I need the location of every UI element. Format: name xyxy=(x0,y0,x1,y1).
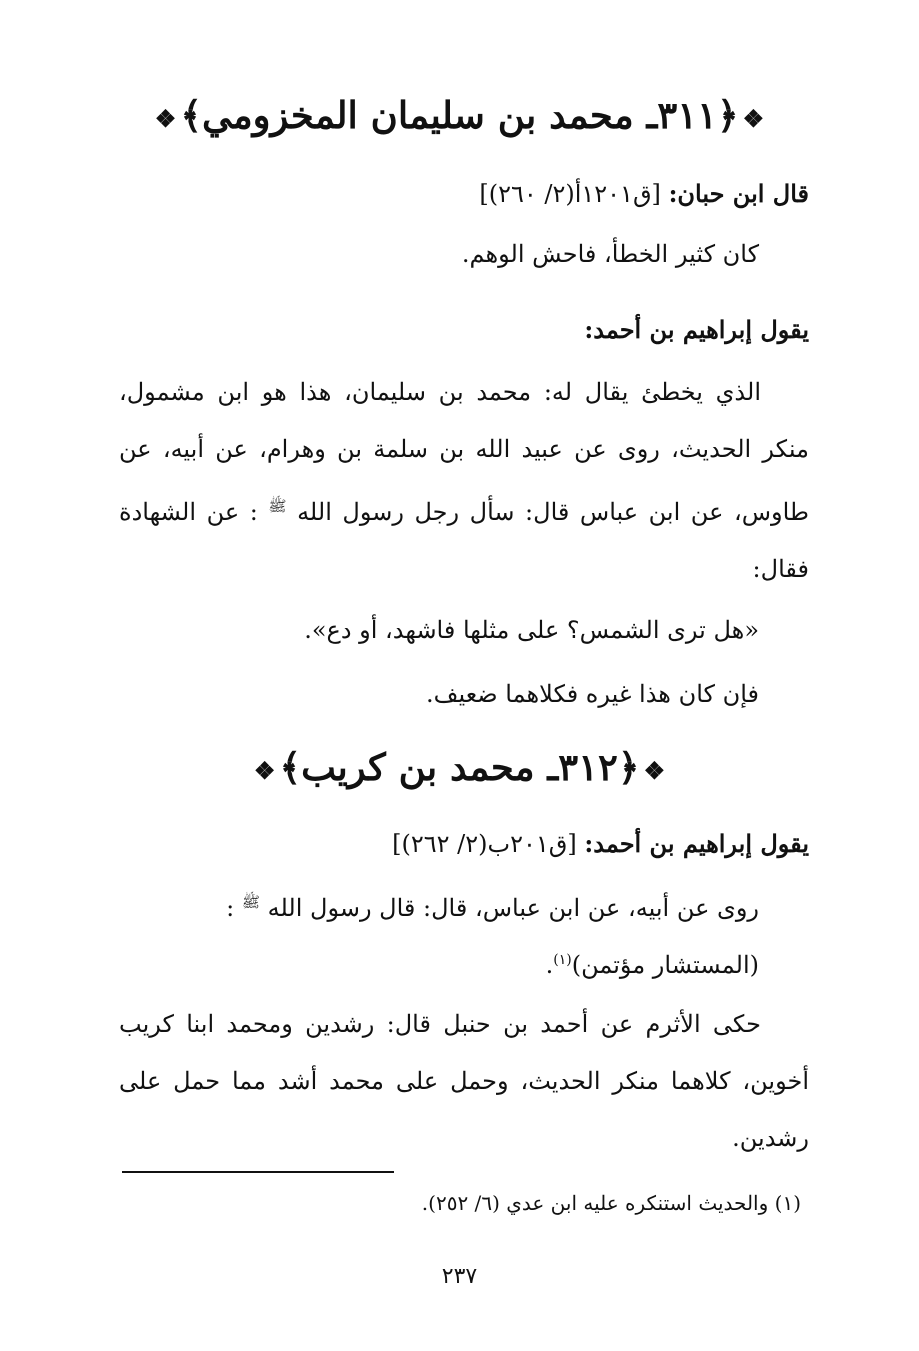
narration-line-1 xyxy=(226,884,759,926)
ibn-hibban-label: قال ابن حبان: xyxy=(668,179,809,208)
paragraph-text-end: : عن الشهادة فقال: xyxy=(119,498,809,583)
conclusion-text: فإن كان هذا غيره فكلاهما ضعيف. xyxy=(425,680,759,708)
hadith-quote: «هل ترى الشمس؟ على مثلها فاشهد، أو دع». xyxy=(304,616,759,644)
athram-paragraph: حكى الأثرم عن أحمد بن حنبل قال: رشدين ومحمد ابنا كريب أخوين، كلاهما منكر الحديث، وحمل على محمد أشد مما حمل على رشدين. xyxy=(119,1010,809,1152)
ornament-icon: ❖ xyxy=(643,755,666,785)
footnote-divider xyxy=(122,1171,394,1173)
entry-311-title: ❖﴿٣١١ـ محمد بن سليمان المخزومي﴾❖ xyxy=(0,90,919,144)
ornament-icon: ❖ xyxy=(742,103,765,133)
salawat-glyph: ﷺ xyxy=(241,893,260,911)
ibrahim-line xyxy=(392,826,809,862)
narration-colon: : xyxy=(226,894,235,922)
entry-311-paragraph xyxy=(119,364,809,598)
entry-312-title: ❖﴿٣١٢ـ محمد بن كريب﴾❖ xyxy=(0,742,919,796)
salawat-glyph: ﷺ xyxy=(268,497,287,515)
narration-quote: (المستشار مؤتمن) xyxy=(571,951,759,979)
ornament-icon: ❖ xyxy=(253,755,276,785)
paragraph-text: الذي يخطئ يقال له: محمد بن سليمان، هذا هو ابن مشمول، منكر الحديث، روى عن عبيد الله بن سلمة بن وهرام، عن أبيه، عن طاوس، عن ابن عباس قال: سأل رجل رسول الله xyxy=(119,378,809,526)
narration-end: . xyxy=(545,951,554,979)
narration-line-2 xyxy=(546,942,759,983)
narration-text: روى عن أبيه، عن ابن عباس، قال: قال رسول الله xyxy=(267,894,759,922)
manuscript-ref: [ق١٢٠١أ(٢/ ٢٦٠)] xyxy=(479,180,661,208)
ibrahim-label: يقول إبراهيم بن أحمد: xyxy=(584,315,809,344)
footnote: (١) والحديث استنكره عليه ابن عدي (٦/ ٢٥٢). xyxy=(421,1191,801,1215)
ornament-icon: ❖ xyxy=(154,103,177,133)
ibn-hibban-line xyxy=(479,176,809,212)
ibrahim-label: يقول إبراهيم بن أحمد: xyxy=(584,829,809,858)
footnote-marker: (١) xyxy=(553,952,572,968)
ibn-hibban-text: كان كثير الخطأ، فاحش الوهم. xyxy=(461,240,759,268)
page-number: ٢٣٧ xyxy=(441,1264,478,1289)
manuscript-ref: [ق٢٠١ب(٢/ ٢٦٢)] xyxy=(392,830,577,858)
